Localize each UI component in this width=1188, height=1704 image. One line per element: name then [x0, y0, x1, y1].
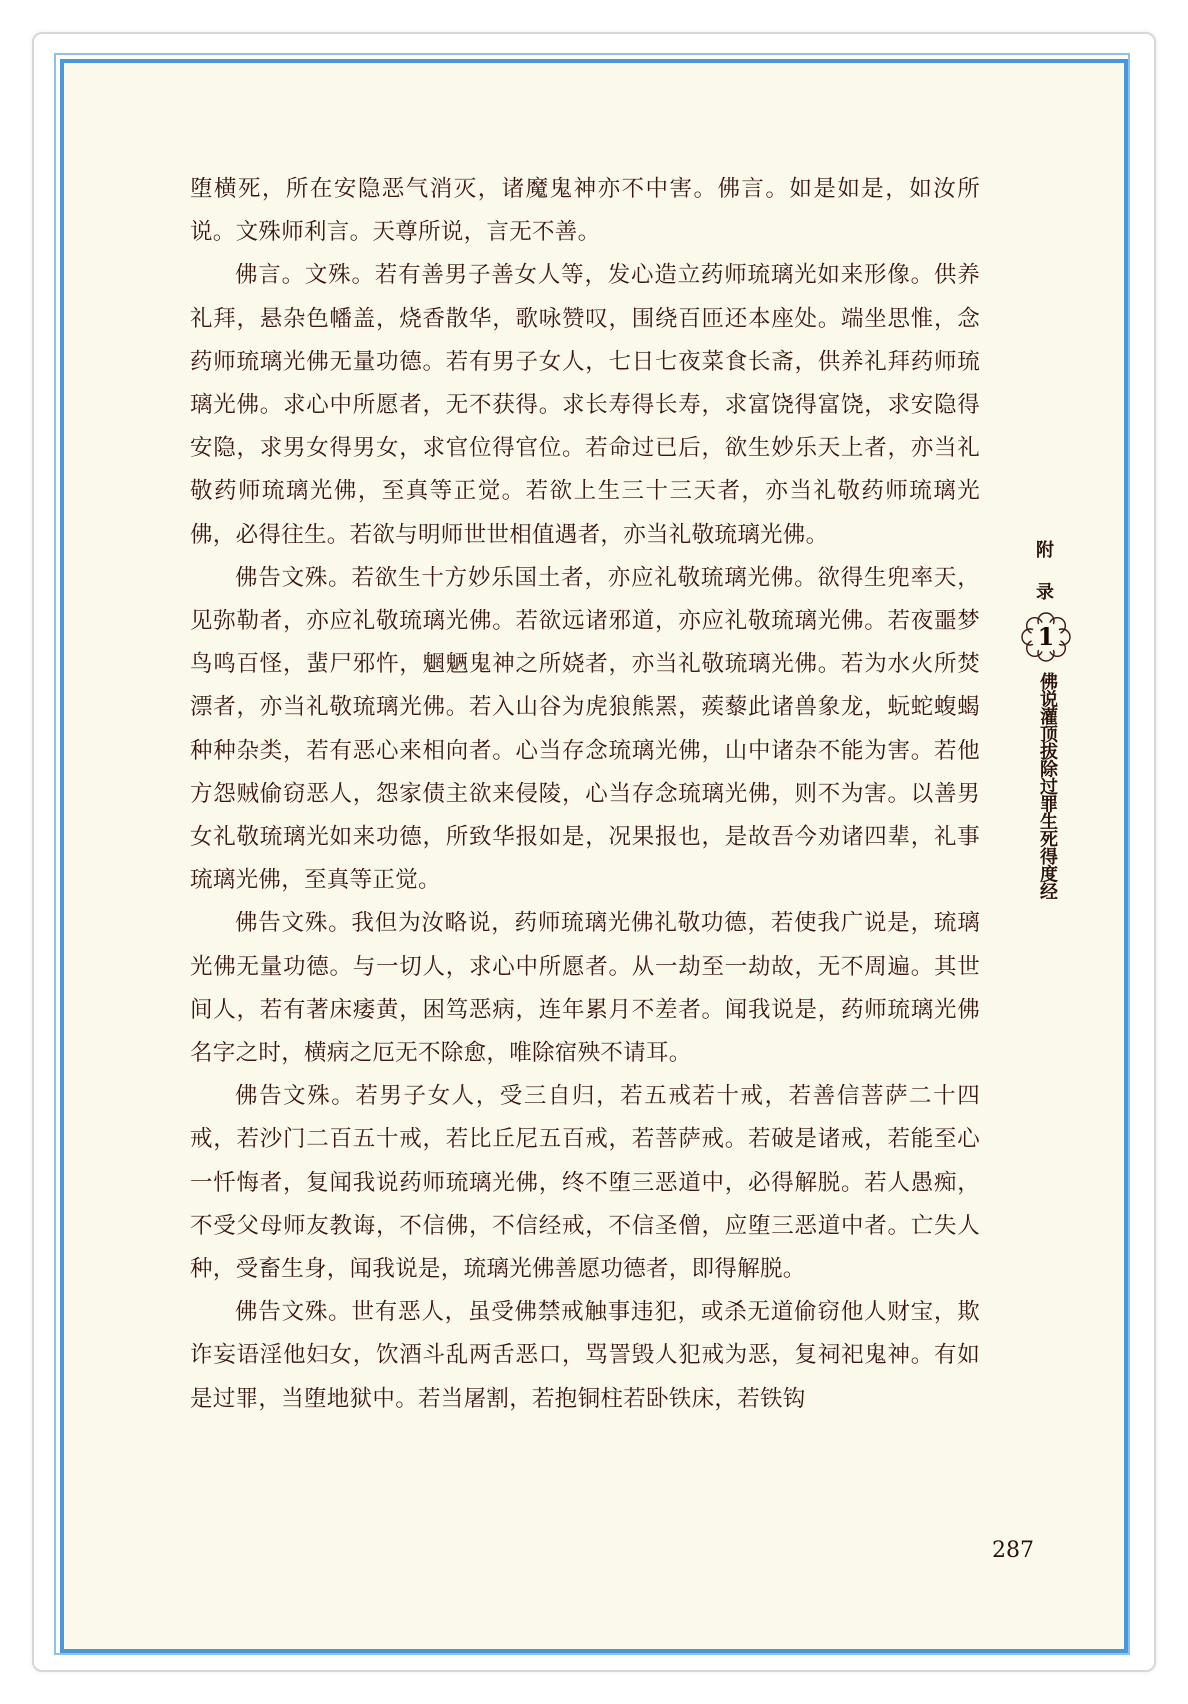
section-number-flower: [1021, 612, 1071, 662]
page-number: 287: [992, 1538, 1034, 1563]
paragraph: 佛告文殊。若男子女人，受三自归，若五戒若十戒，若善信菩萨二十四戒，若沙门二百五十戒，若比丘尼五百戒，若菩萨戒。若破是诸戒，若能至心一忏悔者，复闻我说药师琉璃光佛，终不堕三恶道中，必得解脱。若人愚痴，不受父母师友教诲，不信佛，不信经戒，不信圣僧，应堕三恶道中者。亡失人种，受畜生身，闻我说是，琉璃光佛善愿功德者，即得解脱。: [190, 1083, 980, 1283]
body-text: [190, 168, 980, 1421]
chapter-title-vertical: 佛说灌顶拔除过罪生死得度经: [1037, 672, 1058, 900]
paragraph: 佛告文殊。我但为汝略说，药师琉璃光佛礼敬功德，若使我广说是，琉璃光佛无量功德。与一切人，求心中所愿者。从一劫至一劫故，无不周遍。其世间人，若有著床痿黄，困笃恶病，连年累月不差者。闻我说是，药师琉璃光佛名字之时，横病之厄无不除愈，唯除宿殃不请耳。: [190, 910, 980, 1067]
appendix-char-2: 录: [1036, 582, 1054, 603]
paragraph: 佛言。文殊。若有善男子善女人等，发心造立药师琉璃光如来形像。供养礼拜，悬杂色幡盖，烧香散华，歌咏赞叹，围绕百匝还本座处。端坐思惟，念药师琉璃光佛无量功德。若有男子女人，七日七夜菜食长斋，供养礼拜药师琉璃光佛。求心中所愿者，无不获得。求长寿得长寿，求富饶得富饶，求安隐得安隐，求男女得男女，求官位得官位。若命过已后，欲生妙乐天上者，亦当礼敬药师琉璃光佛，至真等正觉。若欲上生三十三天者，亦当礼敬药师琉璃光佛，必得往生。若欲与明师世世相值遇者，亦当礼敬琉璃光佛。: [190, 262, 980, 548]
appendix-label: [1028, 530, 1062, 614]
appendix-char-1: 附: [1036, 540, 1054, 561]
paragraph: 佛告文殊。世有恶人，虽受佛禁戒触事违犯，或杀无道偷窃他人财宝，欺诈妄语淫他妇女，饮酒斗乱两舌恶口，骂詈毁人犯戒为恶，复祠祀鬼神。有如是过罪，当堕地狱中。若当屠割，若抱铜柱若卧铁床，若铁钩: [190, 1299, 980, 1412]
paragraph: 堕横死，所在安隐恶气消灭，诸魔鬼神亦不中害。佛言。如是如是，如汝所说。文殊师利言。天尊所说，言无不善。: [190, 176, 980, 246]
paragraph: 佛告文殊。若欲生十方妙乐国土者，亦应礼敬琉璃光佛。欲得生兜率天，见弥勒者，亦应礼敬琉璃光佛。若欲远诸邪道，亦应礼敬琉璃光佛。若夜噩梦鸟鸣百怪，蜚尸邪忤，魍魉鬼神之所娆者，亦当礼敬琉璃光佛。若为水火所焚漂者，亦当礼敬琉璃光佛。若入山谷为虎狼熊罴，蒺藜此诸兽象龙，蚖蛇蝮蝎种种杂类，若有恶心来相向者。心当存念琉璃光佛，山中诸杂不能为害。若他方怨贼偷窃恶人，怨家债主欲来侵陵，心当存念琉璃光佛，则不为害。以善男女礼敬琉璃光如来功德，所致华报如是，况果报也，是故吾今劝诸四辈，礼事琉璃光佛，至真等正觉。: [190, 564, 980, 894]
section-number: 1: [1037, 622, 1055, 651]
